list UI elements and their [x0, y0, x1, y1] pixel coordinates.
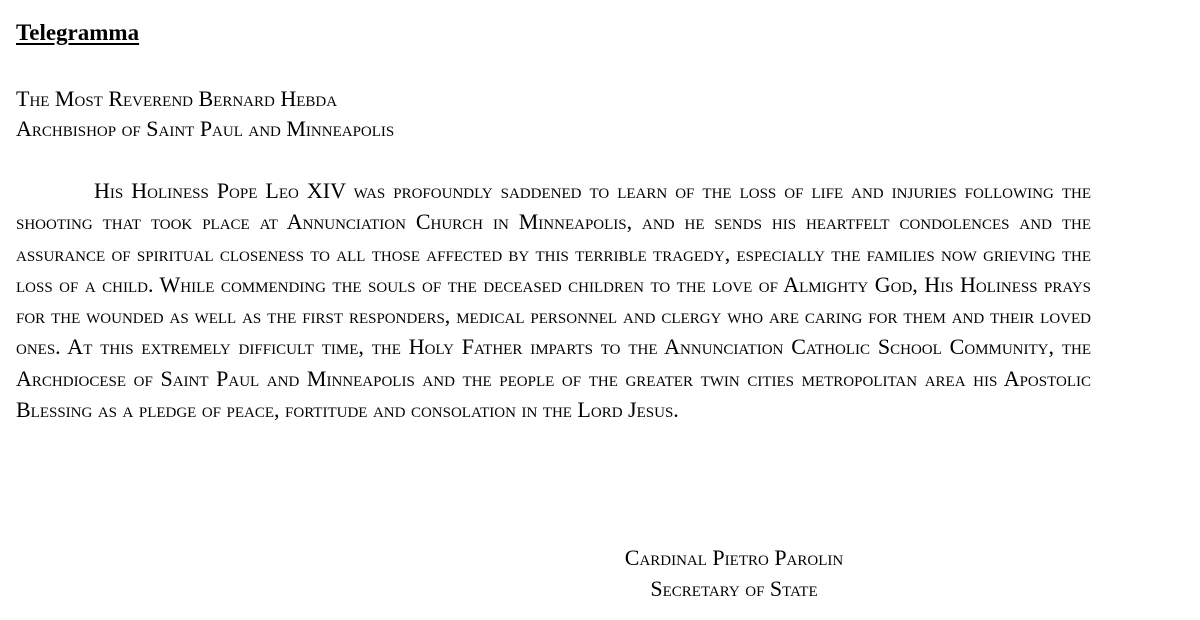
addressee-name: The Most Reverend Bernard Hebda	[16, 86, 338, 111]
message-body: His Holiness Pope Leo XIV was profoundly saddened to learn of the loss of life and injuries following the shooting that took place at Annunciation Church in Minneapolis, and he sends his heartfelt condolences and the assurance of spiritual closeness to all those affected by this terrible tragedy, especially the families now grieving the loss of a child. While commending the souls of the deceased children to the love of Almighty God, His Holiness prays for the wounded as well as the first responders, medical personnel and clergy who are caring for them and their loved ones. At this extremely difficult time, the Holy Father imparts to the Annunciation Catholic School Community, the Archdiocese of Saint Paul and Minneapolis and the people of the greater twin cities metropolitan area his Apostolic Blessing as a pledge of peace, fortitude and consolation in the Lord Jesus.	[16, 178, 1091, 423]
addressee-title: Archbishop of Saint Paul and Minneapolis	[16, 116, 395, 141]
signatory-title: Secretary of State	[650, 576, 818, 601]
addressee-block	[16, 84, 394, 144]
signature-block	[534, 542, 934, 604]
document-heading: Telegramma	[16, 20, 140, 45]
signatory-name: Cardinal Pietro Parolin	[624, 545, 844, 570]
